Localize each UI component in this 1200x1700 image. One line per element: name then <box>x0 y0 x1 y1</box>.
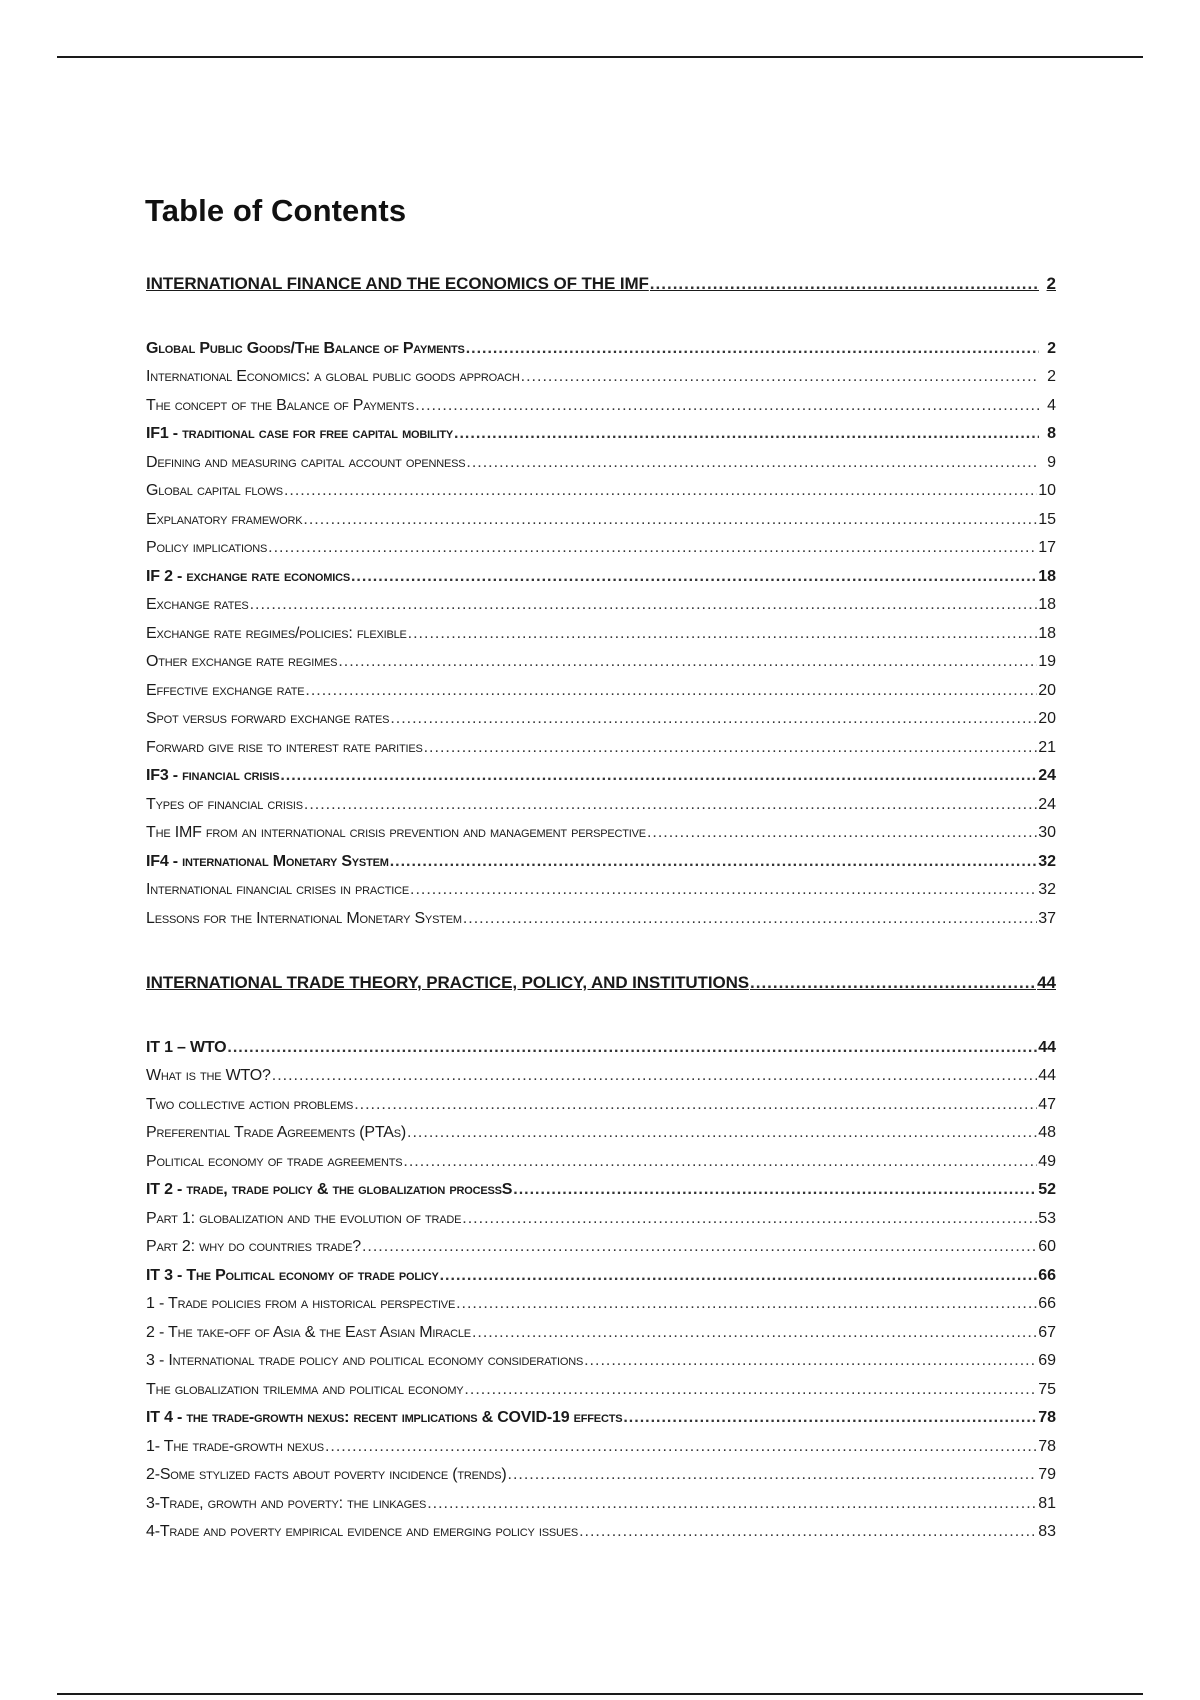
dot-leader <box>466 335 1039 364</box>
table-of-contents <box>146 270 1056 1547</box>
dot-leader <box>464 1376 1037 1405</box>
toc-chapter-entry[interactable] <box>146 1262 1056 1291</box>
toc-entry-page-number: 75 <box>1038 1380 1056 1398</box>
toc-entry-page-number: 4 <box>1047 396 1056 414</box>
toc-entry-page-number: 78 <box>1038 1437 1056 1455</box>
toc-entry-page-number: 47 <box>1038 1095 1056 1113</box>
toc-entry-label: International financial crises in practice <box>146 881 409 898</box>
toc-entry-label: 1 - Trade policies from a historical perspective <box>146 1295 456 1312</box>
toc-entry-label: 3 - International trade policy and political economy considerations <box>146 1352 584 1369</box>
header-rule <box>57 56 1143 58</box>
toc-entry-label: Two collective action problems <box>146 1095 354 1113</box>
toc-section-entry[interactable] <box>146 449 1056 478</box>
toc-entry-page-number: 66 <box>1038 1266 1056 1284</box>
toc-entry-page-number: 32 <box>1038 881 1056 898</box>
toc-section-entry[interactable] <box>146 819 1056 848</box>
toc-entry-label: IT 3 - The Political economy of trade policy <box>146 1266 439 1284</box>
toc-section-entry[interactable] <box>146 363 1056 392</box>
toc-entry-label: 2-Some stylized facts about poverty incidence (trends) <box>146 1466 507 1483</box>
toc-chapter-entry[interactable] <box>146 848 1056 877</box>
dot-leader <box>403 1148 1037 1177</box>
dot-leader <box>472 1319 1037 1348</box>
dot-leader <box>268 534 1037 563</box>
toc-section-entry[interactable] <box>146 1461 1056 1490</box>
dot-leader <box>513 1176 1037 1205</box>
dot-leader <box>351 563 1037 592</box>
toc-entry-page-number: 2 <box>1046 274 1056 293</box>
dot-leader <box>304 791 1037 820</box>
toc-entry-label: Global Public Goods/The Balance of Payments <box>146 339 465 357</box>
toc-entry-page-number: 52 <box>1038 1181 1056 1198</box>
toc-section-entry[interactable] <box>146 876 1056 905</box>
toc-section-entry[interactable] <box>146 1490 1056 1519</box>
toc-entry-label: Policy implications <box>146 539 268 556</box>
toc-entry-label: IT 4 - the trade-growth nexus: recent implications & COVID-19 effects <box>146 1409 623 1426</box>
toc-part-entry[interactable] <box>146 969 1056 998</box>
toc-section-entry[interactable] <box>146 734 1056 763</box>
toc-entry-page-number: 44 <box>1038 1038 1056 1056</box>
toc-entry-page-number: 66 <box>1038 1295 1056 1312</box>
toc-section-entry[interactable] <box>146 477 1056 506</box>
toc-chapter-entry[interactable] <box>146 563 1056 592</box>
toc-entry-label: What is the WTO? <box>146 1067 271 1084</box>
toc-section-entry[interactable] <box>146 534 1056 563</box>
dot-leader <box>521 363 1039 392</box>
dot-leader <box>454 420 1039 449</box>
toc-entry-label: Forward give rise to interest rate parities <box>146 738 423 756</box>
toc-entry-label: INTERNATIONAL TRADE THEORY, PRACTICE, POLICY, AND INSTITUTIONS <box>146 973 749 992</box>
toc-entry-page-number: 2 <box>1047 368 1056 385</box>
toc-entry-page-number: 20 <box>1038 681 1056 699</box>
dot-leader <box>750 969 1036 998</box>
toc-entry-label: Other exchange rate regimes <box>146 653 338 670</box>
toc-entry-page-number: 83 <box>1038 1523 1056 1540</box>
toc-entry-label: The IMF from an international crisis prevention and management perspective <box>146 824 646 841</box>
toc-entry-page-number: 18 <box>1038 624 1056 642</box>
toc-entry-label: INTERNATIONAL FINANCE AND THE ECONOMICS OF THE IMF <box>146 274 649 293</box>
toc-chapter-entry[interactable] <box>146 1404 1056 1433</box>
dot-leader <box>408 620 1038 649</box>
dot-leader <box>390 848 1038 877</box>
toc-entry-page-number: 15 <box>1038 510 1056 528</box>
toc-entry-label: International Economics: a global public goods approach <box>146 368 520 385</box>
toc-section-entry[interactable] <box>146 1062 1056 1091</box>
dot-leader <box>410 876 1037 905</box>
toc-entry-label: IF 2 - exchange rate economics <box>146 567 350 585</box>
toc-entry-page-number: 10 <box>1038 482 1056 499</box>
toc-entry-label: Spot versus forward exchange rates <box>146 710 390 727</box>
dot-leader <box>227 1034 1037 1063</box>
toc-entry-label: Effective exchange rate <box>146 681 305 699</box>
toc-section-entry[interactable] <box>146 1205 1056 1234</box>
toc-chapter-entry[interactable] <box>146 335 1056 364</box>
toc-entry-page-number: 24 <box>1038 767 1056 784</box>
toc-section-entry[interactable] <box>146 392 1056 421</box>
toc-entry-page-number: 60 <box>1038 1238 1056 1255</box>
toc-entry-page-number: 24 <box>1038 795 1056 813</box>
toc-entry-label: IT 2 - trade, trade policy & the globalization processS <box>146 1181 513 1198</box>
toc-entry-page-number: 81 <box>1038 1494 1056 1512</box>
toc-section-entry[interactable] <box>146 1376 1056 1405</box>
dot-leader <box>390 705 1037 734</box>
toc-section-entry[interactable] <box>146 591 1056 620</box>
toc-section-entry[interactable] <box>146 677 1056 706</box>
toc-entry-page-number: 19 <box>1038 653 1056 670</box>
toc-entry-label: Defining and measuring capital account openness <box>146 453 466 471</box>
dot-leader <box>284 477 1037 506</box>
dot-leader <box>579 1518 1037 1547</box>
toc-section-entry[interactable] <box>146 1091 1056 1120</box>
toc-entry-label: Part 2: why do countries trade? <box>146 1238 361 1255</box>
toc-entry-page-number: 21 <box>1038 738 1056 756</box>
dot-leader <box>584 1347 1037 1376</box>
toc-entry-label: 3-Trade, growth and poverty: the linkages <box>146 1494 427 1512</box>
toc-chapter-entry[interactable] <box>146 1034 1056 1063</box>
toc-chapter-entry[interactable] <box>146 1176 1056 1205</box>
toc-entry-page-number: 69 <box>1038 1352 1056 1369</box>
dot-leader <box>466 449 1039 478</box>
toc-chapter-entry[interactable] <box>146 762 1056 791</box>
toc-entry-label: 2 - The take-off of Asia & the East Asian Miracle <box>146 1323 471 1341</box>
dot-leader <box>272 1062 1037 1091</box>
dot-leader <box>424 734 1038 763</box>
toc-entry-page-number: 44 <box>1037 973 1056 992</box>
dot-leader <box>623 1404 1037 1433</box>
toc-entry-label: The globalization trilemma and political economy <box>146 1380 464 1398</box>
toc-section-entry[interactable] <box>146 1290 1056 1319</box>
toc-entry-label: Preferential Trade Agreements (PTAs) <box>146 1124 407 1141</box>
toc-entry-label: Part 1: globalization and the evolution of trade <box>146 1209 462 1227</box>
toc-chapter-entry[interactable] <box>146 420 1056 449</box>
dot-leader <box>647 819 1037 848</box>
toc-part-entry[interactable] <box>146 270 1056 299</box>
dot-leader <box>305 677 1037 706</box>
toc-entry-label: Types of financial crisis <box>146 795 303 813</box>
toc-entry-page-number: 18 <box>1038 596 1056 613</box>
toc-entry-label: Lessons for the International Monetary System <box>146 909 462 927</box>
toc-entry-page-number: 44 <box>1038 1067 1056 1084</box>
toc-section-entry[interactable] <box>146 620 1056 649</box>
dot-leader <box>440 1262 1038 1291</box>
toc-entry-label: Exchange rate regimes/policies: flexible <box>146 624 407 642</box>
toc-entry-page-number: 49 <box>1038 1152 1056 1170</box>
toc-entry-page-number: 37 <box>1038 909 1056 927</box>
toc-entry-page-number: 20 <box>1038 710 1056 727</box>
toc-section-entry[interactable] <box>146 506 1056 535</box>
toc-section-entry[interactable] <box>146 705 1056 734</box>
dot-leader <box>325 1433 1037 1462</box>
dot-leader <box>462 1205 1037 1234</box>
toc-section-entry[interactable] <box>146 791 1056 820</box>
toc-section-entry[interactable] <box>146 905 1056 934</box>
dot-leader <box>338 648 1037 677</box>
dot-leader <box>362 1233 1037 1262</box>
toc-entry-page-number: 17 <box>1038 539 1056 556</box>
toc-entry-label: IF3 - financial crisis <box>146 767 280 784</box>
toc-entry-page-number: 32 <box>1038 852 1056 870</box>
toc-entry-page-number: 79 <box>1038 1466 1056 1483</box>
dot-leader <box>650 270 1039 299</box>
dot-leader <box>508 1461 1038 1490</box>
toc-entry-page-number: 30 <box>1038 824 1056 841</box>
toc-entry-page-number: 53 <box>1038 1209 1056 1227</box>
dot-leader <box>427 1490 1037 1519</box>
dot-leader <box>407 1119 1037 1148</box>
dot-leader <box>415 392 1039 421</box>
toc-entry-label: The concept of the Balance of Payments <box>146 396 415 414</box>
toc-section-entry[interactable] <box>146 1518 1056 1547</box>
toc-section-entry[interactable] <box>146 1119 1056 1148</box>
dot-leader <box>250 591 1038 620</box>
toc-entry-page-number: 67 <box>1038 1323 1056 1341</box>
footer-rule <box>57 1693 1143 1695</box>
toc-entry-page-number: 48 <box>1038 1124 1056 1141</box>
toc-section-entry[interactable] <box>146 1148 1056 1177</box>
dot-leader <box>463 905 1037 934</box>
dot-leader <box>456 1290 1037 1319</box>
page-title: Table of Contents <box>145 193 407 228</box>
toc-entry-page-number: 2 <box>1047 339 1056 357</box>
toc-section-entry[interactable] <box>146 1319 1056 1348</box>
toc-entry-page-number: 78 <box>1038 1409 1056 1426</box>
toc-entry-label: Explanatory framework <box>146 510 303 528</box>
toc-section-entry[interactable] <box>146 1433 1056 1462</box>
toc-entry-label: 4-Trade and poverty empirical evidence and emerging policy issues <box>146 1523 579 1540</box>
dot-leader <box>354 1091 1037 1120</box>
toc-entry-label: Exchange rates <box>146 596 249 613</box>
toc-entry-label: Global capital flows <box>146 482 283 499</box>
toc-entry-label: IT 1 – WTO <box>146 1038 227 1056</box>
toc-entry-label: IF1 - traditional case for free capital mobility <box>146 425 454 442</box>
toc-entry-page-number: 9 <box>1047 453 1056 471</box>
toc-section-entry[interactable] <box>146 1233 1056 1262</box>
toc-section-entry[interactable] <box>146 1347 1056 1376</box>
toc-entry-page-number: 8 <box>1047 425 1056 442</box>
dot-leader <box>303 506 1037 535</box>
toc-section-entry[interactable] <box>146 648 1056 677</box>
toc-entry-page-number: 18 <box>1038 567 1056 585</box>
toc-entry-label: Political economy of trade agreements <box>146 1152 403 1170</box>
dot-leader <box>280 762 1037 791</box>
toc-entry-label: 1- The trade-growth nexus <box>146 1437 324 1455</box>
toc-entry-label: IF4 - international Monetary System <box>146 852 389 870</box>
